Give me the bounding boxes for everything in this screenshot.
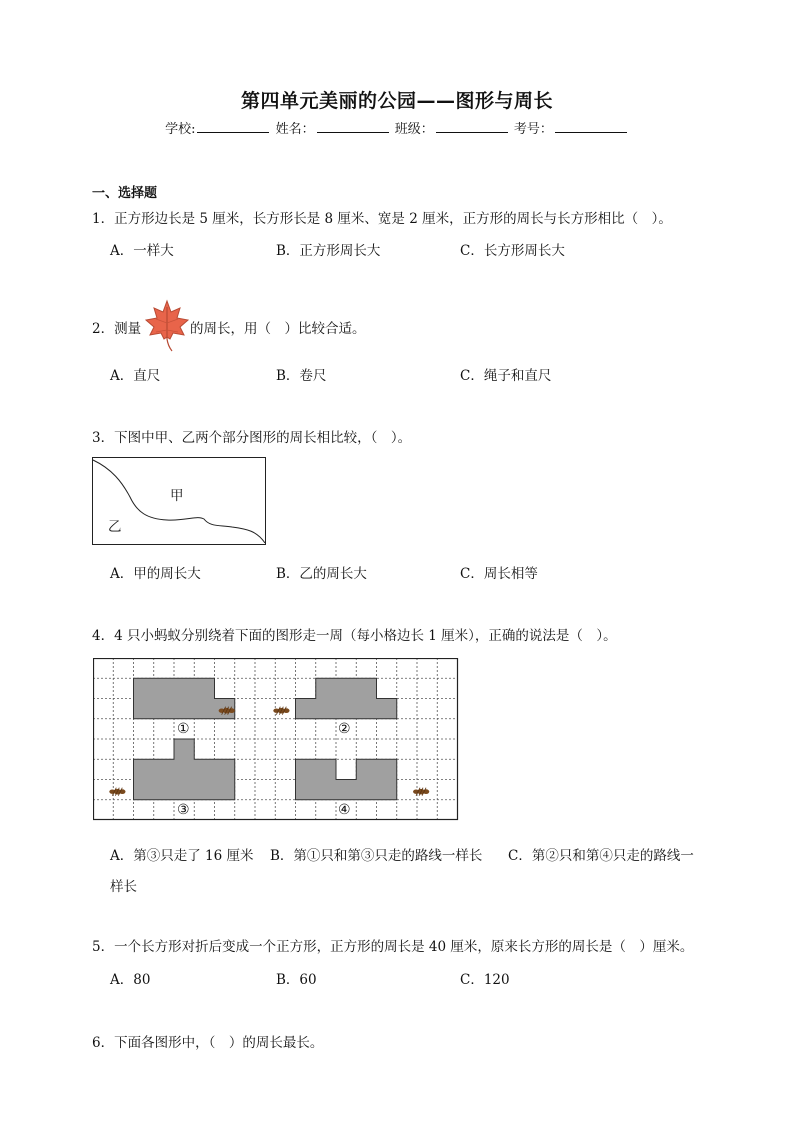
question-4-option-b[interactable]: B．第①只和第③只走的路线一样长 [270, 848, 483, 864]
question-4-stem: 4．4 只小蚂蚁分别绕着下面的图形走一周（每小格边长 1 厘米），正确的说法是（ ）。 [92, 628, 617, 644]
question-4-option-a[interactable]: A．第③只走了 16 厘米 [110, 848, 254, 864]
question-5-stem: 5．一个长方形对折后变成一个正方形，正方形的周长是 40 厘米，原来长方形的周长是（ ）厘米。 [92, 939, 694, 955]
question-3-stem: 3．下图中甲、乙两个部分图形的周长相比较，（ ）。 [92, 430, 412, 446]
question-3-option-b[interactable]: B．乙的周长大 [276, 566, 367, 582]
question-4-option-c[interactable]: C．第②只和第④只走的路线一 [508, 848, 694, 864]
grey-shape-3 [134, 739, 235, 800]
school-blank[interactable] [197, 120, 269, 133]
name-blank[interactable] [317, 120, 389, 133]
shape-label-1: ① [177, 721, 190, 737]
question-2-stem-before: 2．测量 [92, 321, 142, 337]
school-label: 学校: [165, 122, 196, 137]
question-3-option-c[interactable]: C．周长相等 [460, 566, 538, 582]
question-5-option-b[interactable]: B．60 [276, 972, 317, 988]
question-1-option-b[interactable]: B．正方形周长大 [276, 243, 381, 259]
region-label-yi: 乙 [108, 519, 122, 535]
grey-shape-4 [296, 759, 397, 800]
section-heading: 一、选择题 [92, 186, 158, 201]
question-2-option-a[interactable]: A．直尺 [110, 368, 161, 384]
maple-leaf-icon [144, 299, 190, 353]
question-2-option-b[interactable]: B．卷尺 [276, 368, 327, 384]
region-label-jia: 甲 [170, 488, 184, 504]
question-6-stem: 6．下面各图形中，（ ）的周长最长。 [92, 1035, 324, 1051]
grey-shape-1 [134, 678, 235, 719]
exam-no-blank[interactable] [555, 120, 627, 133]
shape-label-3: ③ [177, 802, 190, 818]
class-label: 班级： [394, 122, 434, 137]
page-title: 第四单元美丽的公园——图形与周长 [240, 90, 553, 112]
question-2-stem-after: 的周长，用（ ）比较合适。 [190, 321, 366, 337]
question-2-option-c[interactable]: C．绳子和直尺 [460, 368, 552, 384]
question-4-option-c-wrap: 样长 [110, 879, 137, 895]
grey-shape-2 [296, 678, 397, 719]
exam-no-label: 考号： [513, 122, 553, 137]
shape-label-2: ② [338, 721, 351, 737]
question-4-grid-figure [93, 658, 459, 822]
shape-label-4: ④ [338, 802, 351, 818]
question-1-option-c[interactable]: C．长方形周长大 [460, 243, 565, 259]
question-1-option-a[interactable]: A．一样大 [110, 243, 174, 259]
question-5-option-a[interactable]: A．80 [110, 972, 151, 988]
question-5-option-c[interactable]: C．120 [460, 972, 510, 988]
name-label: 姓名： [275, 122, 315, 137]
ant-icon [413, 788, 429, 796]
ant-icon [109, 788, 125, 796]
ant-icon [273, 707, 289, 715]
question-1-stem: 1．正方形边长是 5 厘米，长方形长是 8 厘米、宽是 2 厘米，正方形的周长与长方形相比（ ）。 [92, 211, 672, 227]
question-3-option-a[interactable]: A．甲的周长大 [110, 566, 201, 582]
class-blank[interactable] [436, 120, 508, 133]
student-info-row [0, 118, 794, 137]
